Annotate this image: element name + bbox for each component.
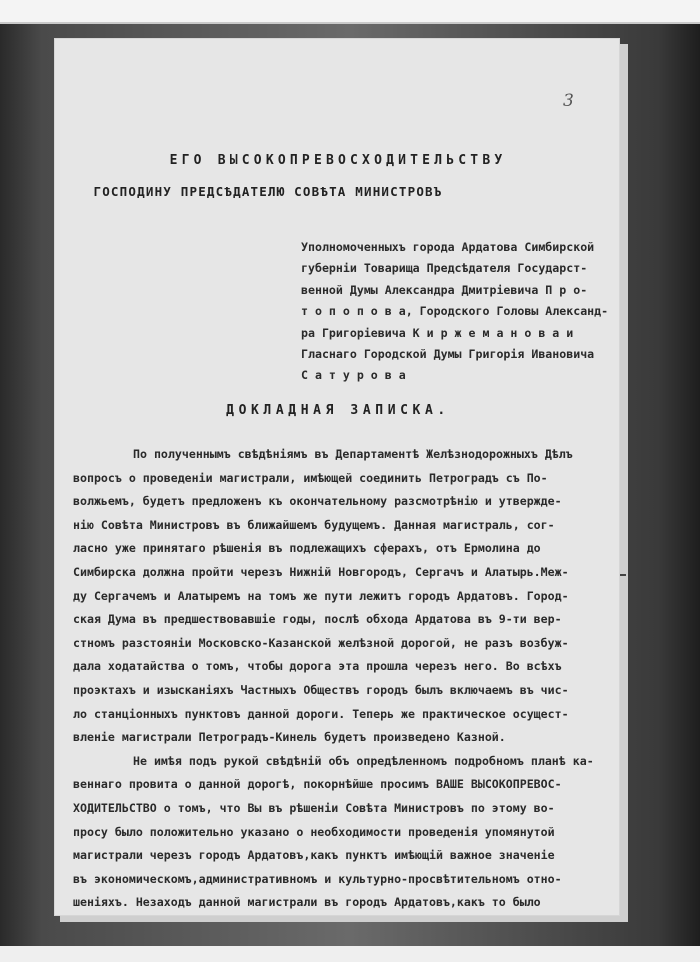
body-line: ласно уже принятаго рѣшенiя въ подлежащихъ сферахъ, отъ Ермолина до [73, 541, 541, 556]
viewer-top-strip [0, 0, 700, 24]
body-line: стномъ разстоянiи Московско-Казанской желѣзной дорогой, не разъ возбуж- [73, 635, 569, 650]
body-line: ХОДИТЕЛЬСТВО о томъ, что Вы въ рѣшенiи Совѣта Министровъ по этому во- [73, 800, 555, 815]
body-line: ду Сергачемъ и Алатыремъ на томъ же пути лежитъ городъ Ардатовъ. Город- [73, 588, 569, 603]
body-text [73, 443, 613, 915]
body-line: волжьемъ, будетъ предложенъ къ окончательному разсмотрѣнiю и утвержде- [73, 494, 562, 509]
from-line: губернiи Товарища Предсѣдателя Государст- [301, 261, 588, 276]
from-line: Гласнаго Городской Думы Григорiя Ивановича [301, 347, 595, 362]
body-line: проэктахъ и изысканiяхъ Частныхъ Обществъ городъ былъ включаемъ въ чис- [73, 682, 569, 697]
from-line: С а т у р о в а [301, 368, 406, 383]
from-line: венной Думы Александра Дмитрiевича П р о- [301, 282, 588, 297]
viewer-bottom-strip [0, 946, 700, 962]
body-line: ская Дума въ предшествовавшiе годы, послѣ обхода Ардатова въ 9-ти вер- [73, 612, 562, 627]
body-line: Симбирска должна пройти черезъ Нижнiй Новгородъ, Сергачъ и Алатырь.Меж- [73, 564, 569, 579]
from-block [301, 237, 617, 387]
body-line: По полученнымъ свѣдѣнiямъ въ Департаментѣ Желѣзнодорожныхъ Дѣлъ [133, 447, 573, 461]
body-line: веннаго провита о данной дорогѣ, покорнѣйше просимъ ВАШЕ ВЫСОКОПРЕВОС- [73, 777, 562, 792]
body-line: вопросъ о проведенiи магистрали, имѣющей соединить Петроградъ съ По- [73, 470, 548, 485]
heading-addressee-title: ЕГО ВЫСОКОПРЕВОСХОДИТЕЛЬСТВУ [169, 153, 507, 168]
body-line: ло станцiонныхъ пунктовъ данной дороги. Теперь же практическое осущест- [73, 706, 569, 721]
from-line: т о п о п о в а, Городского Головы Александ- [301, 304, 609, 319]
document-title: ДОКЛАДНАЯ ЗАПИСКА. [226, 403, 450, 418]
from-line: Уполномоченныхъ города Ардатова Симбирской [301, 240, 595, 254]
margin-mark [620, 574, 626, 576]
body-line: Не имѣя подъ рукой свѣдѣнiй объ опредѣленномъ подробномъ планѣ ка- [133, 753, 594, 768]
heading-addressee-office: ГОСПОДИНУ ПРЕДСѢДАТЕЛЮ СОВѢТА МИНИСТРОВЪ [93, 184, 443, 199]
body-line: магистрали черезъ городъ Ардатовъ,какъ пунктъ имѣющiй важное значенiе [73, 848, 555, 863]
from-line: ра Григорiевича К и р ж е м а н о в а и [301, 325, 574, 340]
page-number: 3 [563, 91, 574, 111]
body-line: нiю Совѣта Министровъ въ ближайшемъ будущемъ. Данная магистраль, сог- [73, 517, 555, 532]
body-line: шенiяхъ. Незаходъ данной магистрали въ городъ Ардатовъ,какъ то было [73, 895, 541, 910]
document-page [54, 38, 620, 916]
body-line: вленiе магистрали Петроградъ-Кинель будетъ произведено Казной. [73, 730, 506, 745]
body-line: въ экономическомъ,административномъ и культурно-просвѣтительномъ отно- [73, 871, 562, 886]
body-line: просу было положительно указано о необходимости проведенiя упомянутой [73, 824, 555, 839]
body-line: дала ходатайства о томъ, чтобы дорога эта прошла черезъ него. Во всѣхъ [73, 659, 562, 674]
